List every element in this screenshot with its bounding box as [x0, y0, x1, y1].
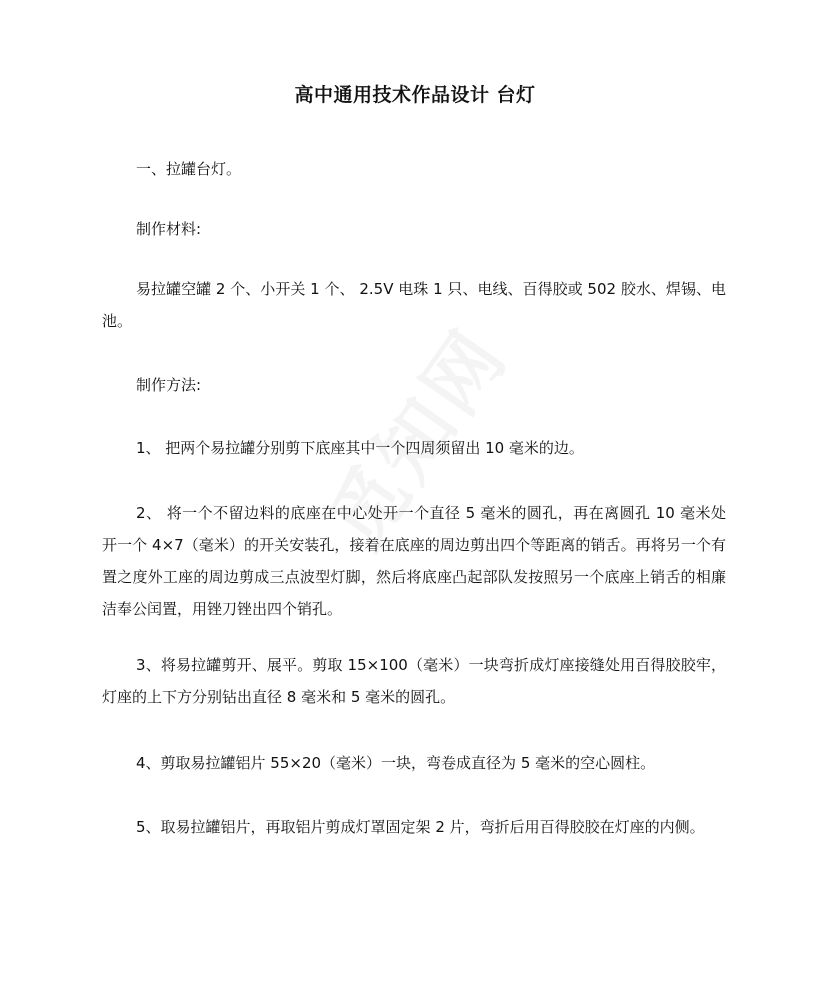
step-2: 2、 将一个不留边料的底座在中心处开一个直径 5 毫米的圆孔，再在离圆孔 10 毫米处 开一个 4×7（毫米）的开关安装孔，接着在底座的周边剪出四个等距离的销舌。再将另一个有置之度外工座的周边剪成三点波型灯脚，然后将底座凸起部队发按照另一个底座上销舌的相廉洁奉公闰置，用锉刀锉出四个销孔。: [102, 504, 726, 618]
step-5: 5、取易拉罐铝片，再取铝片剪成灯罩固定架 2 片，弯折后用百得胶胶在灯座的内侧。: [136, 818, 705, 836]
step-3: 3、将易拉罐剪开、展平。剪取 15×100（毫米）一块弯折成灯座接缝处用百得胶胶牢，灯座的上下方分别钻出直径 8 毫米和 5 毫米的圆孔。: [102, 656, 726, 706]
section-heading: 一、拉罐台灯。: [136, 160, 242, 178]
materials-text: 易拉罐空罐 2 个、小开关 1 个、 2.5V 电珠 1 只、电线、百得胶或 502 胶水、焊锡、电池。: [102, 280, 726, 330]
method-heading: 制作方法:: [136, 376, 202, 394]
step-1: 1、 把两个易拉罐分别剪下底座其中一个四周须留出 10 毫米的边。: [136, 439, 584, 457]
document-title: 高中通用技术作品设计 台灯: [294, 84, 536, 106]
materials-heading: 制作材料:: [136, 220, 202, 238]
step-4: 4、剪取易拉罐铝片 55×20（毫米）一块，弯卷成直径为 5 毫米的空心圆柱。: [136, 754, 656, 772]
